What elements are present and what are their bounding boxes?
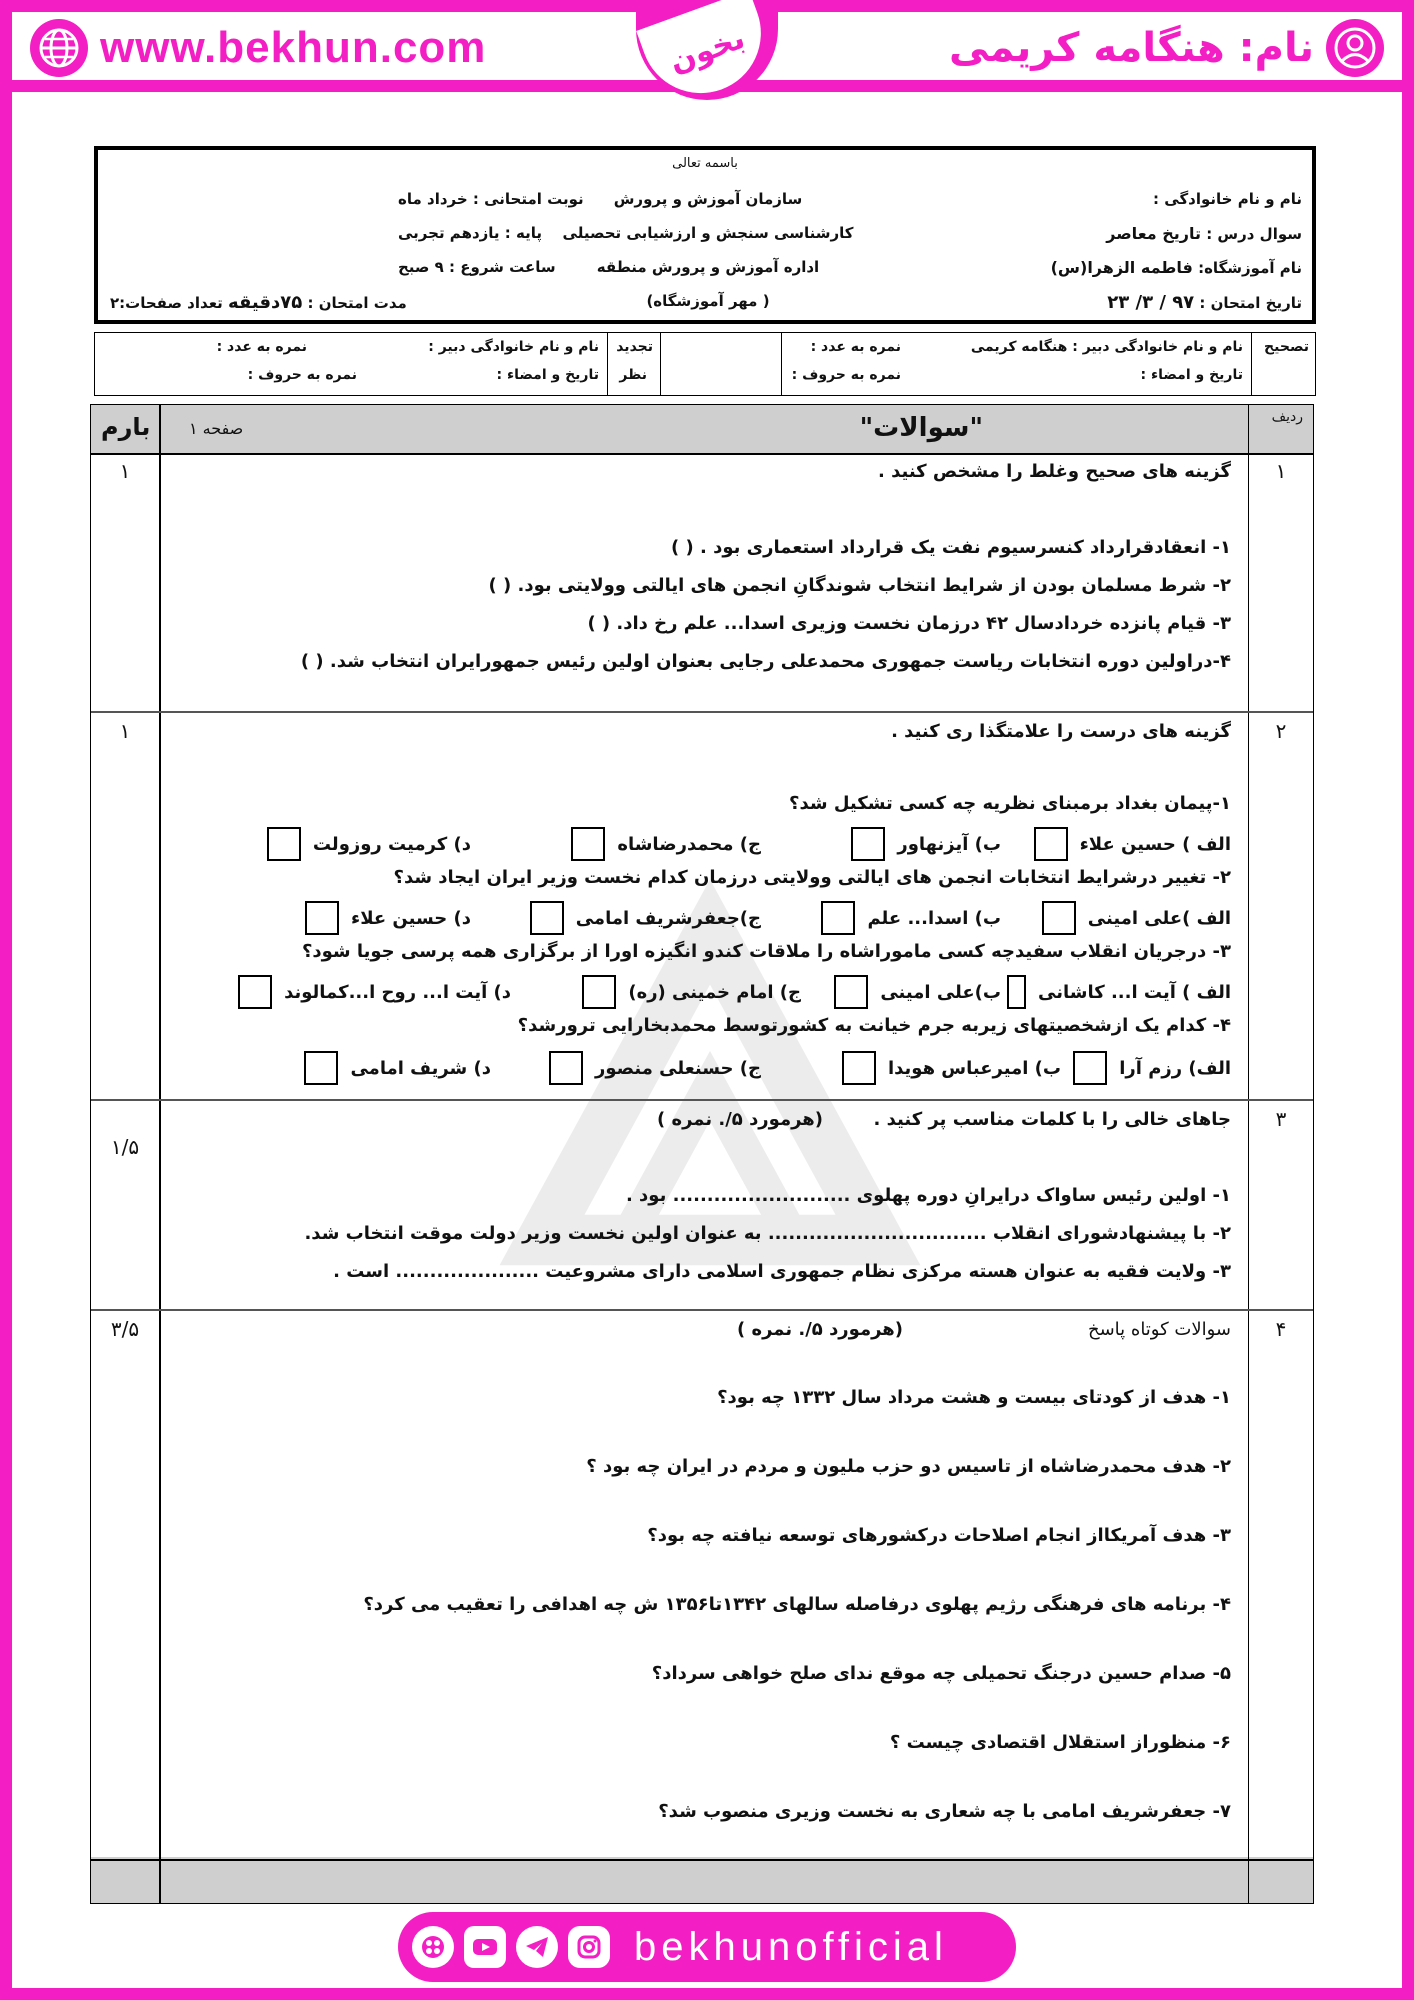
table-header [91, 405, 1313, 453]
school-seal: ( مهر آموزشگاه) [646, 292, 770, 310]
checkbox[interactable] [267, 827, 301, 861]
option-label: ج) حسنعلی منصور [595, 1057, 761, 1079]
q1-number: ۱ [1275, 459, 1287, 483]
option [511, 975, 801, 1009]
option-label: الف ) حسین علاء [1079, 833, 1231, 855]
student-name-banner [949, 14, 1384, 82]
q2-title: گزینه های درست را علامتگذا ری کنید . [891, 721, 1231, 742]
q1-item-2: ۲- شرط مسلمان بودن از شرایط انتخاب شوندگانِ انجمن های ایالتی وولایتی بود. ( ) [488, 575, 1231, 596]
teacher2-name: نام و نام خانوادگی دبیر : [428, 339, 599, 355]
checkbox[interactable] [549, 1051, 583, 1085]
social-footer [398, 1912, 1016, 1982]
correction-cell [1251, 333, 1315, 395]
row-divider-3 [91, 1309, 1313, 1311]
checkbox[interactable] [1073, 1051, 1107, 1085]
option [761, 1051, 1061, 1085]
q2-question-2: ۲- تغییر درشرایط انتخابات انجمن های ایالتی وولایتی درزمان کدام نخست وزیر ایران ایجاد شد؟ [393, 867, 1231, 888]
table-footer [91, 1857, 1313, 1903]
option [299, 901, 471, 935]
school-value: فاطمه الزهرا(س) [1050, 258, 1193, 277]
review-cell [607, 333, 661, 395]
row-label: ردیف [1271, 409, 1303, 425]
q2-question-1: ۱-پیمان بغداد برمبنای نظریه چه کسی تشکیل شد؟ [789, 793, 1231, 814]
globe-icon [30, 19, 88, 77]
q4-item-2: ۲- هدف محمدرضاشاه از تاسیس دو حزب ملیون و مردم در ایران چه بود ؟ [586, 1456, 1231, 1477]
checkbox[interactable] [582, 975, 616, 1009]
org-line-2: کارشناسی سنجش و ارزشیابی تحصیلی [562, 224, 854, 242]
q2-options-2 [299, 901, 1231, 935]
checkbox[interactable] [821, 901, 855, 935]
exam-header [94, 146, 1316, 324]
website-text: www.bekhun.com [100, 23, 487, 72]
q4-item-6: ۶- منظوراز استقلال اقتصادی چیست ؟ [889, 1732, 1231, 1753]
col-divider-right [1248, 405, 1250, 1903]
checkbox[interactable] [571, 827, 605, 861]
score2-words: نمره به حروف : [247, 367, 357, 383]
student-name-label: نام و نام خانوادگی : [1153, 190, 1302, 208]
q3-item-1: ۱- اولین رئیس ساواک درایرانِ دوره پهلوی .......................... بود . [625, 1185, 1231, 1206]
logo-text: بخون [636, 0, 777, 110]
school-label: نام آموزشگاه: [1198, 259, 1302, 277]
option-label: الف) رزم آرا [1119, 1057, 1231, 1079]
school-line [1051, 258, 1302, 277]
start-time: ساعت شروع : ۹ صبح [398, 258, 556, 276]
header-divider [91, 453, 1313, 455]
option [491, 1051, 761, 1085]
option [761, 827, 1001, 861]
q1-title: گزینه های صحیح وغلط را مشخص کنید . [877, 461, 1231, 482]
option-label: د) کرمیت روزولت [312, 833, 471, 855]
duration-label: مدت امتحان : [307, 294, 407, 312]
checkbox[interactable] [1007, 975, 1026, 1009]
subject-label: سوال درس : [1206, 225, 1302, 243]
option-label: ج) امام خمینی (ره) [628, 981, 801, 1003]
page-count: تعداد صفحات:۲ [110, 294, 223, 312]
option-label: الف )علی امینی [1087, 907, 1231, 929]
teacher1-name: نام و نام خانوادگی دبیر : هنگامه کریمی [970, 339, 1243, 355]
score1-number: نمره به عدد : [810, 339, 901, 355]
student-name-text: نام: هنگامه کریمی [948, 25, 1314, 71]
table-title: "سوالات" [859, 413, 983, 443]
option [471, 901, 761, 935]
q1-item-1: ۱- انعقادقرارداد کنسرسیوم نفت یک قرارداد استعماری بود . ( ) [671, 537, 1231, 558]
teacher1-date-sign: تاریخ و امضاء : [1140, 367, 1243, 383]
checkbox[interactable] [834, 975, 868, 1009]
score2-number: نمره به عدد : [216, 339, 307, 355]
telegram-icon[interactable] [516, 1926, 558, 1968]
q2-question-3: ۳- درجریان انقلاب سفیدچه کسی ماموراشاه را ملاقات کندو انگیزه اورا از برگزاری همه پرسی جویا شود؟ [301, 941, 1231, 962]
row-divider-1 [91, 711, 1313, 713]
exam-date-value: ۹۷ / ۳/ ۲۳ [1107, 292, 1195, 313]
q4-number: ۴ [1275, 1317, 1287, 1341]
youtube-icon[interactable] [464, 1926, 506, 1968]
grading-box [94, 332, 1316, 396]
q1-item-4: ۴-دراولین دوره انتخابات ریاست جمهوری محمدعلی رجایی بعنوان اولین رئیس جمهورایران انتخاب شد. ( ) [300, 651, 1231, 672]
q3-note: (هرمورد ۵/. نمره ) [656, 1109, 823, 1130]
option-label: الف ) آیت ا... کاشانی [1038, 981, 1231, 1003]
user-icon [1326, 19, 1384, 77]
checkbox[interactable] [238, 975, 272, 1009]
q2-options-1 [261, 827, 1231, 861]
review-label-2: نظر [619, 367, 647, 383]
checkbox[interactable] [530, 901, 564, 935]
q4-item-1: ۱- هدف از کودتای بیست و هشت مرداد سال ۱۳۳۲ چه بود؟ [717, 1387, 1231, 1408]
q4-title: سوالات کوتاه پاسخ [1087, 1319, 1231, 1340]
option [232, 975, 511, 1009]
score1-words: نمره به حروف : [791, 367, 901, 383]
option [471, 827, 761, 861]
q4-item-3: ۳- هدف آمریکااز انجام اصلاحات درکشورهای توسعه نیافته چه بود؟ [647, 1525, 1231, 1546]
checkbox[interactable] [851, 827, 885, 861]
q3-number: ۳ [1275, 1107, 1287, 1131]
duration-value: ۷۵دقیقه [228, 292, 303, 313]
q4-item-5: ۵- صدام حسین درجنگ تحمیلی چه موقع ندای صلح خواهی سرداد؟ [651, 1663, 1231, 1684]
checkbox[interactable] [304, 1051, 338, 1085]
subject-value: تاریخ معاصر [1106, 224, 1201, 243]
q3-item-3: ۳- ولایت فقیه به عنوان هسته مرکزی نظام جمهوری اسلامی دارای مشروعیت ..................... است . [333, 1261, 1231, 1282]
q4-item-4: ۴- برنامه های فرهنگی رژیم پهلوی درفاصله سالهای ۱۳۴۲تا۱۳۵۶ ش چه اهدافی را تعقیب می کرد؟ [363, 1594, 1231, 1615]
social-handle[interactable]: bekhunofficial [634, 1924, 948, 1969]
option [1061, 1051, 1231, 1085]
score1-cell [661, 333, 781, 395]
option [1001, 827, 1231, 861]
q2-options-3 [232, 975, 1231, 1009]
checkbox[interactable] [1042, 901, 1076, 935]
option-label: ب) اسدا... علم [867, 907, 1001, 929]
q2-score: ۱ [119, 719, 131, 743]
score-column-label: بارم [101, 413, 151, 441]
option-label: د) حسین علاء [351, 907, 471, 929]
option [761, 901, 1001, 935]
option [1001, 975, 1231, 1009]
grade-level: پایه : یازدهم تجربی [398, 224, 543, 242]
q2-question-4: ۴- کدام یک ازشخصیتهای زیربه جرم خیانت به کشورتوسط محمدبخارایی ترورشد؟ [517, 1015, 1231, 1036]
row-divider-2 [91, 1099, 1313, 1101]
checkbox[interactable] [842, 1051, 876, 1085]
website-link[interactable] [30, 14, 486, 82]
col-divider-left [159, 405, 161, 1903]
exam-session: نوبت امتحانی : خرداد ماه [398, 190, 584, 208]
option [261, 827, 471, 861]
option [801, 975, 1001, 1009]
option [298, 1051, 491, 1085]
option-label: ب) آیزنهاور [897, 833, 1001, 855]
footer-divider [91, 1859, 1313, 1861]
correction-label: تصحیح [1264, 339, 1309, 355]
option-label: ب) امیرعباس هویدا [887, 1057, 1061, 1079]
duration-line [110, 292, 510, 313]
bismillah: باسمه تعالی [672, 156, 738, 171]
option-label: د) آیت ا... روح ا...کمالوند [284, 981, 511, 1003]
option-label: د) شریف امامی [350, 1057, 491, 1079]
option-label: ب)علی امینی [880, 981, 1001, 1003]
instagram-icon[interactable] [568, 1926, 610, 1968]
q4-note: (هرمورد ۵/. نمره ) [736, 1319, 903, 1340]
q1-item-3: ۳- قیام پانزده خردادسال ۴۲ درزمان نخست وزیری اسدا... علم رخ داد. ( ) [587, 613, 1231, 634]
option [1001, 901, 1231, 935]
review-label: تجدید [616, 339, 653, 355]
checkbox[interactable] [1034, 827, 1068, 861]
exam-date-line [1107, 292, 1302, 313]
option-label: ج) محمدرضاشاه [617, 833, 761, 855]
teacher2-cell [93, 333, 607, 395]
page-number: صفحه ۱ [189, 419, 244, 438]
q4-score: ۳/۵ [110, 1317, 140, 1341]
q4-item-7: ۷- جعفرشریف امامی با چه شعاری به نخست وزیری منصوب شد؟ [658, 1801, 1231, 1822]
exam-date-label: تاریخ امتحان : [1199, 294, 1302, 312]
option-label: ج)جعفرشریف امامی [575, 907, 761, 929]
checkbox[interactable] [305, 901, 339, 935]
q3-title: جاهای خالی را با کلمات مناسب پر کنید . [873, 1109, 1231, 1130]
q1-score: ۱ [119, 459, 131, 483]
q3-item-2: ۲- با پیشنهادشورای انقلاب ................................ به عنوان اولین نخست وزیر دولت موقت انتخاب شد. [304, 1223, 1231, 1244]
questions-table [90, 404, 1314, 1904]
org-line-1: سازمان آموزش و پرورش [613, 190, 803, 208]
q3-score: ۱/۵ [110, 1135, 140, 1159]
aparat-icon[interactable] [412, 1926, 454, 1968]
subject-line [1106, 224, 1302, 243]
teacher2-date-sign: تاریخ و امضاء : [496, 367, 599, 383]
q2-number: ۲ [1275, 719, 1287, 743]
q2-options-4 [298, 1051, 1231, 1085]
org-line-3: اداره آموزش و پرورش منطقه [596, 258, 820, 276]
